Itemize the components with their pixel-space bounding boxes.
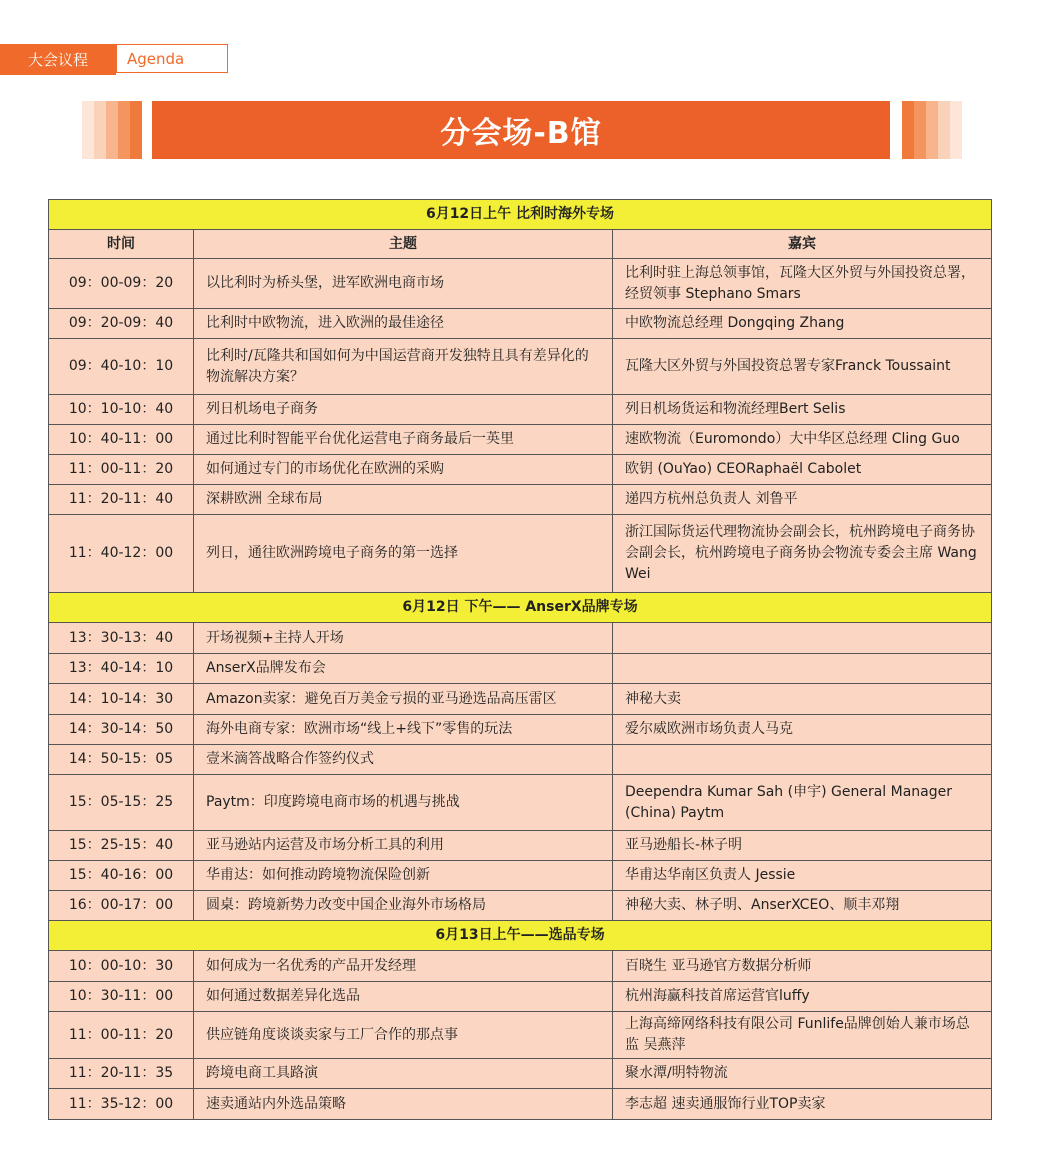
section-header [49, 200, 992, 230]
section-title: 6月12日 下午—— AnserX品牌专场 [49, 593, 992, 623]
speaker-cell [613, 745, 992, 775]
time-cell: 14：30-14：50 [49, 715, 194, 745]
banner-stripe [94, 101, 106, 159]
agenda-tag-en: Agenda [116, 44, 228, 73]
table-row [49, 1012, 992, 1059]
time-cell: 11：35-12：00 [49, 1089, 194, 1120]
topic-cell: 如何通过专门的市场优化在欧洲的采购 [194, 455, 613, 485]
speaker-cell: 百晓生 亚马逊官方数据分析师 [613, 951, 992, 982]
speaker-cell: 瓦隆大区外贸与外国投资总署专家Franck Toussaint [613, 339, 992, 395]
time-cell: 10：40-11：00 [49, 425, 194, 455]
time-cell: 09：00-09：20 [49, 259, 194, 309]
time-cell: 14：50-15：05 [49, 745, 194, 775]
agenda-tag-zh: 大会议程 [0, 44, 116, 75]
table-row [49, 715, 992, 745]
time-cell: 11：20-11：40 [49, 485, 194, 515]
time-cell: 15：25-15：40 [49, 831, 194, 861]
topic-cell: 壹米滴答战略合作签约仪式 [194, 745, 613, 775]
table-row [49, 684, 992, 715]
table-row [49, 455, 992, 485]
time-cell: 16：00-17：00 [49, 891, 194, 921]
topic-cell: 海外电商专家：欧洲市场“线上+线下”零售的玩法 [194, 715, 613, 745]
topic-cell: 比利时/瓦隆共和国如何为中国运营商开发独特且具有差异化的物流解决方案？ [194, 339, 613, 395]
speaker-cell: 速欧物流（Euromondo）大中华区总经理 Cling Guo [613, 425, 992, 455]
time-cell: 10：30-11：00 [49, 982, 194, 1012]
column-header-topic: 主题 [194, 230, 613, 259]
table-row [49, 654, 992, 684]
banner-stripe [82, 101, 94, 159]
topic-cell: 圆桌：跨境新势力改变中国企业海外市场格局 [194, 891, 613, 921]
topic-cell: Paytm：印度跨境电商市场的机遇与挑战 [194, 775, 613, 831]
title-banner [82, 101, 962, 159]
table-row [49, 951, 992, 982]
section-header [49, 593, 992, 623]
banner-stripe [106, 101, 118, 159]
topic-cell: 供应链角度谈谈卖家与工厂合作的那点事 [194, 1012, 613, 1059]
table-row [49, 1059, 992, 1089]
topic-cell: 列日，通往欧洲跨境电子商务的第一选择 [194, 515, 613, 593]
topic-cell: 跨境电商工具路演 [194, 1059, 613, 1089]
topic-cell: 速卖通站内外选品策略 [194, 1089, 613, 1120]
topic-cell: 如何成为一名优秀的产品开发经理 [194, 951, 613, 982]
speaker-cell: 递四方杭州总负责人 刘鲁平 [613, 485, 992, 515]
table-row [49, 309, 992, 339]
banner-gap [142, 101, 152, 159]
speaker-cell: 聚水潭/明特物流 [613, 1059, 992, 1089]
banner-gap [890, 101, 902, 159]
time-cell: 14：10-14：30 [49, 684, 194, 715]
banner-stripe [926, 101, 938, 159]
speaker-cell: 华甫达华南区负责人 Jessie [613, 861, 992, 891]
agenda-table [48, 199, 992, 1120]
speaker-cell: 神秘大卖、林子明、AnserXCEO、顺丰邓翔 [613, 891, 992, 921]
table-row [49, 395, 992, 425]
table-row [49, 259, 992, 309]
table-row [49, 485, 992, 515]
topic-cell: 比利时中欧物流，进入欧洲的最佳途径 [194, 309, 613, 339]
table-row [49, 339, 992, 395]
speaker-cell: 神秘大卖 [613, 684, 992, 715]
time-cell: 15：40-16：00 [49, 861, 194, 891]
topic-cell: 通过比利时智能平台优化运营电子商务最后一英里 [194, 425, 613, 455]
table-row [49, 425, 992, 455]
table-row [49, 623, 992, 654]
time-cell: 11：00-11：20 [49, 455, 194, 485]
time-cell: 09：40-10：10 [49, 339, 194, 395]
section-title: 6月12日上午 比利时海外专场 [49, 200, 992, 230]
time-cell: 10：00-10：30 [49, 951, 194, 982]
time-cell: 11：20-11：35 [49, 1059, 194, 1089]
speaker-cell: Deependra Kumar Sah (申宇) General Manager (China) Paytm [613, 775, 992, 831]
banner-stripe [118, 101, 130, 159]
topic-cell: AnserX品牌发布会 [194, 654, 613, 684]
speaker-cell: 亚马逊船长-林子明 [613, 831, 992, 861]
banner-stripe [914, 101, 926, 159]
speaker-cell: 比利时驻上海总领事馆，瓦隆大区外贸与外国投资总署，经贸领事 Stephano Smars [613, 259, 992, 309]
speaker-cell: 中欧物流总经理 Dongqing Zhang [613, 309, 992, 339]
time-cell: 13：40-14：10 [49, 654, 194, 684]
column-header-row [49, 230, 992, 259]
table-row [49, 861, 992, 891]
table-row [49, 745, 992, 775]
topic-cell: Amazon卖家：避免百万美金亏损的亚马逊选品高压雷区 [194, 684, 613, 715]
time-cell: 11：40-12：00 [49, 515, 194, 593]
speaker-cell: 列日机场货运和物流经理Bert Selis [613, 395, 992, 425]
topic-cell: 深耕欧洲 全球布局 [194, 485, 613, 515]
topic-cell: 华甫达：如何推动跨境物流保险创新 [194, 861, 613, 891]
banner-stripe [938, 101, 950, 159]
speaker-cell: 杭州海赢科技首席运营官luffy [613, 982, 992, 1012]
time-cell: 10：10-10：40 [49, 395, 194, 425]
page-title: 分会场-B馆 [152, 101, 890, 159]
section-title: 6月13日上午——选品专场 [49, 921, 992, 951]
speaker-cell: 欧钥 (OuYao) CEORaphaël Cabolet [613, 455, 992, 485]
speaker-cell: 上海高缔网络科技有限公司 Funlife品牌创始人兼市场总监 吴燕萍 [613, 1012, 992, 1059]
table-row [49, 831, 992, 861]
speaker-cell: 李志超 速卖通服饰行业TOP卖家 [613, 1089, 992, 1120]
speaker-cell [613, 654, 992, 684]
speaker-cell: 爱尔威欧洲市场负责人马克 [613, 715, 992, 745]
table-row [49, 775, 992, 831]
speaker-cell [613, 623, 992, 654]
table-row [49, 515, 992, 593]
table-row [49, 891, 992, 921]
time-cell: 13：30-13：40 [49, 623, 194, 654]
time-cell: 15：05-15：25 [49, 775, 194, 831]
banner-stripe [902, 101, 914, 159]
table-row [49, 1089, 992, 1120]
topic-cell: 开场视频+主持人开场 [194, 623, 613, 654]
time-cell: 11：00-11：20 [49, 1012, 194, 1059]
topic-cell: 列日机场电子商务 [194, 395, 613, 425]
section-header [49, 921, 992, 951]
column-header-time: 时间 [49, 230, 194, 259]
topic-cell: 以比利时为桥头堡，进军欧洲电商市场 [194, 259, 613, 309]
table-row [49, 982, 992, 1012]
banner-stripe [130, 101, 142, 159]
column-header-speaker: 嘉宾 [613, 230, 992, 259]
time-cell: 09：20-09：40 [49, 309, 194, 339]
banner-stripe [950, 101, 962, 159]
agenda-tag [0, 44, 228, 75]
speaker-cell: 浙江国际货运代理物流协会副会长，杭州跨境电子商务协会副会长，杭州跨境电子商务协会物流专委会主席 Wang Wei [613, 515, 992, 593]
topic-cell: 亚马逊站内运营及市场分析工具的利用 [194, 831, 613, 861]
topic-cell: 如何通过数据差异化选品 [194, 982, 613, 1012]
